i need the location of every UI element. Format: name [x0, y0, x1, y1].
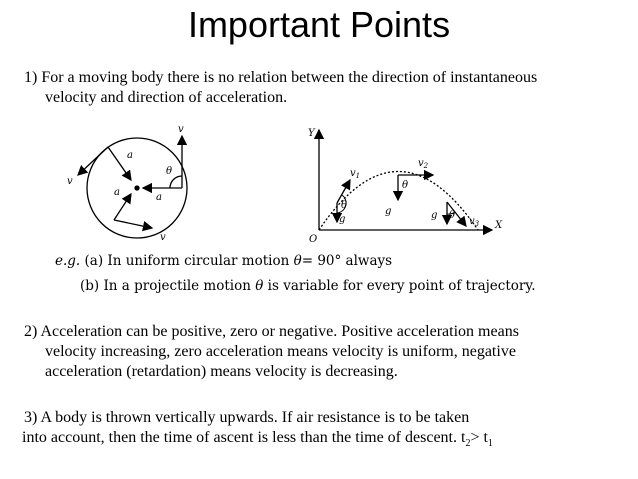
- point-1-line-1: For a moving body there is no relation between the direction of instantaneous: [41, 69, 538, 86]
- label-origin: O: [309, 234, 318, 245]
- label-v-top: v: [178, 124, 184, 135]
- label-theta-3: θ: [449, 210, 456, 221]
- label-g2: g: [385, 206, 392, 217]
- point-2: [24, 322, 519, 382]
- label-g1: g: [339, 214, 346, 225]
- point-3: [24, 408, 469, 428]
- caption-b: (b) In a projectile motion θ is variable for every point of trajectory.: [80, 278, 536, 294]
- point-1: [24, 68, 537, 108]
- label-g3: g: [431, 210, 438, 221]
- point-3-number: 3): [24, 409, 38, 426]
- label-theta-2: θ: [402, 180, 409, 191]
- point-1-line-2: velocity and direction of acceleration.: [45, 89, 288, 106]
- velocity-arrow-bottom: [114, 220, 152, 228]
- point-3-line-1: A body is thrown vertically upwards. If air resistance is to be taken: [40, 409, 470, 426]
- label-a-right: a: [156, 192, 162, 203]
- label-v-bottom: v: [160, 232, 166, 243]
- point-2-line-3: acceleration (retardation) means velocity is decreasing.: [45, 363, 398, 380]
- label-v3: $v_3$: [469, 216, 480, 228]
- label-v1: $v_1$: [350, 168, 361, 180]
- label-x-axis: X: [495, 220, 503, 231]
- caption-a: e.g. (a) In uniform circular motion θ= 90° always: [55, 253, 393, 269]
- velocity-arrow-left: [78, 147, 108, 175]
- label-v-left: v: [67, 176, 73, 187]
- point-1-number: 1): [24, 69, 38, 86]
- point-2-line-2: velocity increasing, zero acceleration means velocity is uniform, negative: [45, 343, 516, 360]
- label-theta-1: θ: [341, 200, 348, 211]
- label-theta-circle: θ: [166, 166, 173, 177]
- label-v2: $v_2$: [418, 158, 429, 170]
- label-a-left: a: [114, 187, 120, 198]
- label-a-upper: a: [127, 150, 133, 161]
- point-3-line-2: into account, then the time of ascent is less than the time of descent. $t_2> t_1$: [22, 429, 493, 450]
- page-title: Important Points: [187, 4, 451, 45]
- label-y-axis: Y: [308, 128, 315, 139]
- point-2-line-1: Acceleration can be positive, zero or negative. Positive acceleration means: [40, 323, 519, 340]
- caption-eg: e.g.: [55, 253, 81, 269]
- theta-arc-circle: [170, 176, 182, 188]
- point-2-number: 2): [24, 323, 38, 340]
